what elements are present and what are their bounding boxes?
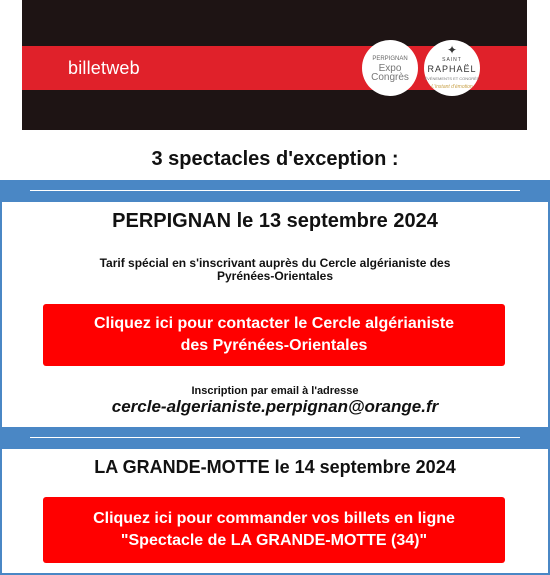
logo-expo-line3: Congrès (371, 71, 409, 83)
logo-sr-line2: RAPHAËL (427, 64, 477, 74)
logo-expo-line2: Expo (378, 62, 402, 74)
logo-sr-line3: ÉVÉNEMENTS ET CONGRÈS (424, 76, 480, 81)
order-tickets-line1: Cliquez ici pour commander vos billets en ligne (93, 510, 455, 527)
order-tickets-line2: "Spectacle de LA GRANDE-MOTTE (34)" (120, 532, 428, 549)
perpignan-title: PERPIGNAN le 13 septembre 2024 (112, 210, 438, 232)
perpignan-section (0, 210, 550, 233)
logo-sr-line4: L'instant d'émotion (431, 84, 473, 90)
order-tickets-button[interactable] (43, 497, 505, 563)
inscription-label: Inscription par email à l'adresse (191, 385, 359, 397)
billetweb-logo[interactable]: billetweb (68, 58, 140, 78)
perpignan-tarif (0, 257, 550, 283)
inscription-block (0, 385, 550, 417)
saint-raphael-logo (424, 40, 480, 96)
section-divider (0, 427, 550, 449)
header-banner (22, 0, 527, 130)
contact-cercle-button[interactable] (43, 304, 505, 366)
grande-motte-section (0, 457, 550, 478)
tarif-line2: Pyrénées-Orientales (216, 269, 334, 283)
contact-cercle-line1: Cliquez ici pour contacter le Cercle algérianiste (93, 315, 455, 332)
email-link[interactable]: cercle-algerianiste.perpignan@orange.fr (111, 397, 439, 416)
logo-expo-line1: PERPIGNAN (372, 55, 408, 62)
contact-cercle-line2: des Pyrénées-Orientales (180, 337, 368, 354)
perpignan-expo-logo (362, 40, 418, 96)
logo-sr-line1: SAINT (442, 57, 462, 63)
tarif-line1: Tarif spécial en s'inscrivant auprès du Cercle algérianiste des (99, 256, 451, 270)
grande-motte-title: LA GRANDE-MOTTE le 14 septembre 2024 (94, 457, 456, 477)
bird-icon: ✦ (446, 43, 458, 57)
section-divider (0, 180, 550, 202)
page-headline: 3 spectacles d'exception : (151, 148, 399, 170)
